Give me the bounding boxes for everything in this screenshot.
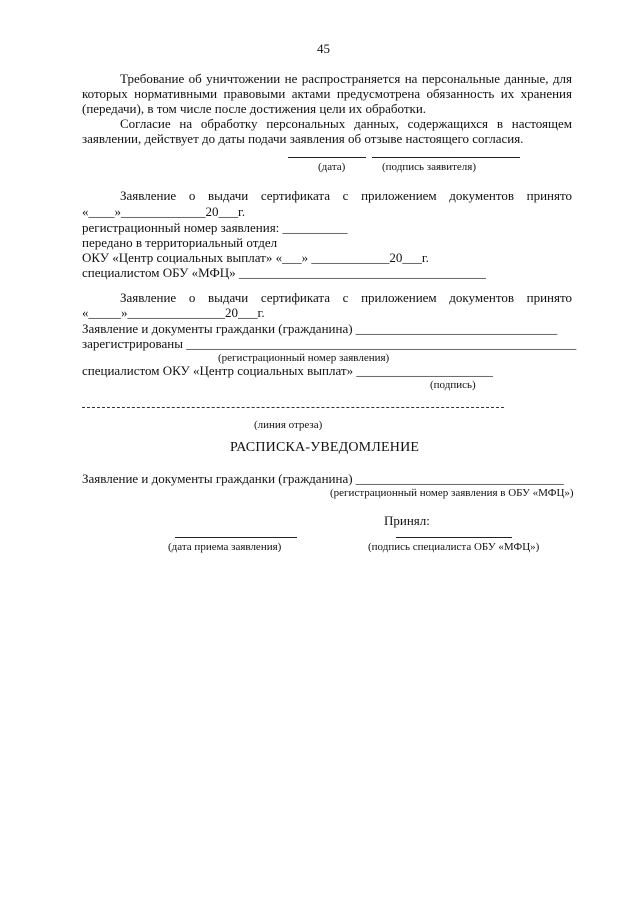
receipt-signature-line — [396, 537, 512, 538]
paragraph-consent-line1: Согласие на обработку персональных данных, содержащихся в настоящем — [120, 116, 572, 131]
receipt-signature-caption: (подпись специалиста ОБУ «МФЦ») — [368, 541, 540, 553]
date-caption: (дата) — [318, 161, 346, 173]
block1-oku-date: ОКУ «Центр социальных выплат» «___» ____________20___г. — [82, 250, 429, 265]
paragraph-consent-line2: заявлении, действует до даты подачи заявления об отзыве настоящего согласия. — [82, 131, 524, 146]
block2-signature-caption: (подпись) — [430, 379, 476, 391]
block2-accepted-line: Заявление о выдачи сертификата с приложением документов принято — [120, 290, 572, 305]
cut-line — [82, 407, 504, 408]
block1-mfc-specialist: специалистом ОБУ «МФЦ» ______________________________________ — [82, 265, 486, 280]
page-number: 45 — [317, 41, 330, 56]
block2-registration-caption: (регистрационный номер заявления) — [218, 352, 390, 364]
applicant-signature-line — [372, 157, 520, 158]
receipt-date-caption: (дата приема заявления) — [168, 541, 282, 553]
block2-registered-line: зарегистрированы ____________________________________________________________ — [82, 336, 577, 351]
receipt-date-line — [175, 537, 297, 538]
block2-oku-specialist: специалистом ОКУ «Центр социальных выплат» _____________________ — [82, 363, 493, 378]
block1-date-line: «____»_____________20___г. — [82, 204, 246, 219]
cut-line-caption: (линия отреза) — [254, 419, 323, 431]
applicant-signature-caption: (подпись заявителя) — [382, 161, 477, 173]
receipt-registration-caption: (регистрационный номер заявления в ОБУ «МФЦ») — [330, 487, 574, 499]
paragraph-destruction-line3: (передачи), в том числе после достижения цели их обработки. — [82, 101, 427, 116]
receipt-documents-line: Заявление и документы гражданки (гражданина) ________________________________ — [82, 471, 564, 486]
block1-transferred: передано в территориальный отдел — [82, 235, 278, 250]
block1-registration-number: регистрационный номер заявления: __________ — [82, 220, 348, 235]
receipt-accepted-label: Принял: — [384, 513, 430, 528]
paragraph-destruction-line2: которых нормативными правовыми актами предусмотрена обязанность их хранения — [82, 86, 572, 101]
date-line — [288, 157, 366, 158]
receipt-title: РАСПИСКА-УВЕДОМЛЕНИЕ — [230, 440, 420, 455]
paragraph-destruction-line1: Требование об уничтожении не распространяется на персональные данные, для — [120, 71, 572, 86]
block2-documents-line: Заявление и документы гражданки (гражданина) _______________________________ — [82, 321, 558, 336]
block2-date-line: «_____»_______________20___г. — [82, 305, 265, 320]
block1-accepted-line: Заявление о выдачи сертификата с приложением документов принято — [120, 188, 572, 203]
